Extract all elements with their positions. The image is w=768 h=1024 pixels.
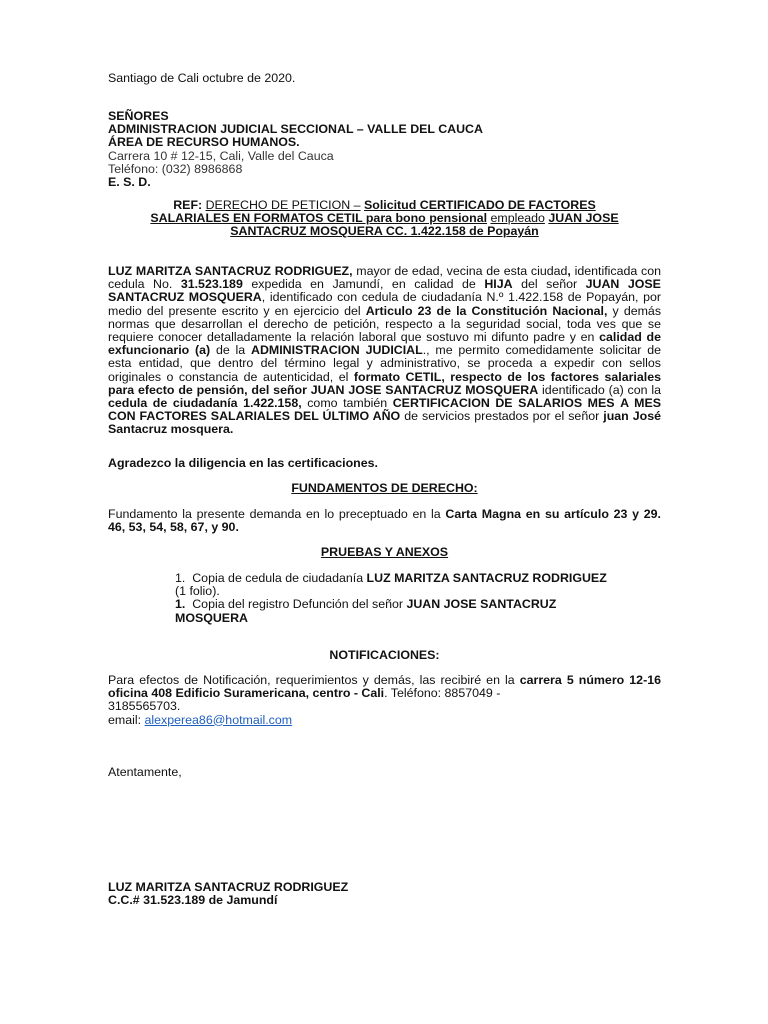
body-father-name: juan José Santacruz mosquera.: [108, 409, 661, 437]
body-id-number: 31.523.189: [180, 277, 243, 292]
list-item-name: MOSQUERA: [175, 610, 248, 625]
addressee-line2: ADMINISTRACION JUDICIAL SECCIONAL – VALLE DEL CAUCA: [108, 122, 483, 137]
body-relation: HIJA: [484, 277, 513, 292]
fundamentos-text: Carta Magna en su artículo: [445, 507, 609, 521]
body-request: A MES CON FACTORES SALARIALES DEL ÚLTIMO AÑO: [108, 396, 661, 424]
addressee-line6: E. S. D.: [108, 175, 151, 190]
fundamentos-heading: FUNDAMENTOS DE DERECHO:: [291, 481, 478, 495]
body-text: como también: [307, 396, 388, 411]
list-item: [175, 598, 661, 624]
signature-id: C.C.# 31.523.189 de Jamundí: [108, 893, 278, 908]
fundamentos-text: 23 y 29: [613, 507, 658, 521]
body-text: identificada con cedula No.: [108, 264, 661, 292]
body-text: ,: [567, 264, 571, 278]
list-item-text: Copia del registro Defunción del señor: [192, 597, 403, 612]
ref-text-6: SANTACRUZ MOSQUERA CC. 1.422.158 de Popayán: [230, 224, 539, 239]
email-link[interactable]: alexperea86@hotmail.com: [144, 712, 293, 727]
notificaciones-text: Para efectos de Notificación, requerimientos y demás, las recibiré en la: [108, 673, 515, 687]
body-request: cedula de ciudadanía 1.422.158,: [108, 396, 302, 411]
ref-label: REF:: [173, 198, 203, 212]
body-text: que sostuvo mi difunto padre y en: [400, 330, 595, 345]
body-text: mayor de edad, vecina de esta ciudad: [356, 264, 568, 278]
ref-text-5: JUAN JOSE: [548, 211, 619, 226]
signature-block: [108, 881, 348, 907]
list-item-number: 1.: [175, 597, 186, 612]
fundamentos-text: Fundamento la presente demanda en lo preceptuado en la: [108, 507, 441, 521]
pruebas-heading: PRUEBAS Y ANEXOS: [320, 545, 449, 559]
body-entity: JUDICIAL: [365, 343, 423, 358]
list-item-name: LUZ MARITZA SANTACRUZ RODRIGUEZ: [366, 571, 607, 585]
body-father-name: JUAN JOSE SANTACRUZ MOSQUERA: [108, 277, 661, 305]
date-line: Santiago de Cali octubre de 2020.: [108, 71, 296, 85]
body-request: formato CETIL, respecto de los factores salariales para efecto de: [108, 369, 661, 397]
addressee-line3: ÁREA DE RECURSO HUMANOS.: [108, 135, 300, 150]
notificaciones-address: 12-16 oficina 408 Edificio Suramericana, centro - Cali: [108, 673, 661, 701]
list-item-text: Copia de cedula de ciudadanía: [192, 571, 364, 585]
body-text: ., me permito comedidamente solicitar de esta entidad, que dentro del término: [108, 343, 662, 371]
fundamentos-paragraph: [108, 508, 661, 534]
reference-block: [108, 199, 661, 239]
addressee-line5: Teléfono: (032) 8986868: [108, 161, 243, 176]
body-constitution: Constitución Nacional,: [471, 303, 608, 318]
pruebas-list: [175, 572, 661, 625]
main-paragraph: [108, 265, 661, 437]
notificaciones-paragraph: [108, 674, 661, 727]
body-text: del: [521, 277, 538, 292]
notificaciones-text: . Teléfono: 8857049 -: [384, 686, 501, 701]
notificaciones-phone: 3185565703.: [108, 699, 181, 714]
body-entity: ADMINISTRACION: [251, 343, 360, 358]
ref-text-3: SALARIALES EN FORMATOS CETIL para bono pensional: [150, 211, 488, 226]
body-text: señor: [568, 409, 600, 424]
ref-text-1: DERECHO DE PETICION –: [205, 198, 361, 212]
notificaciones-address: carrera 5 número: [519, 673, 625, 687]
addressee-block: [108, 110, 668, 189]
email-label: email:: [108, 712, 142, 727]
fundamentos-text: . 46, 53, 54, 58, 67, y 90.: [108, 507, 661, 535]
body-article: Articulo 23 de la: [365, 303, 467, 318]
addressee-line1: SEÑORES: [108, 109, 169, 123]
notificaciones-heading: NOTIFICACIONES:: [329, 648, 440, 662]
ref-text-2: Solicitud CERTIFICADO DE FACTORES: [363, 198, 596, 212]
body-text: y demás normas que desarrollan el derecho de petición, respecto: [108, 303, 662, 331]
list-item: [175, 572, 661, 598]
body-request: pensión, del señor JUAN JOSE SANTACRUZ MOSQUERA: [196, 382, 539, 397]
signature-name: LUZ MARITZA SANTACRUZ RODRIGUEZ: [108, 880, 349, 894]
body-text: de servicios prestados por el: [404, 409, 565, 424]
body-text: a la seguridad social, toda ves que se requiere conocer detalladamente la relación laboral: [108, 316, 661, 345]
ref-text-4: empleado: [490, 211, 545, 226]
list-item-number: 1.: [175, 571, 186, 585]
body-petitioner-name: LUZ MARITZA SANTACRUZ RODRIGUEZ,: [108, 264, 353, 278]
body-role: calidad de exfuncionario (a): [108, 330, 661, 358]
body-text: señor: [546, 277, 578, 292]
closing: Atentamente,: [108, 765, 182, 779]
thanks-paragraph: Agradezco la diligencia en las certificaciones.: [108, 456, 378, 470]
body-text: legal y administrativo, se proceda a expedir con sellos originales o constancia de: [108, 356, 661, 384]
body-text: de la: [215, 343, 246, 358]
addressee-line4: Carrera 10 # 12-15, Cali, Valle del Cauca: [108, 148, 334, 163]
body-text: autenticidad, el: [262, 369, 349, 384]
list-item-text: (1 folio).: [175, 584, 220, 599]
list-item-name: JUAN JOSE SANTACRUZ: [406, 597, 557, 612]
body-text: expedida en Jamundí, en calidad de: [251, 277, 476, 292]
body-text: 1.422.158 de Popayán, por medio del presente escrito y en ejercicio del: [108, 290, 662, 318]
body-request: CERTIFICACION DE SALARIOS MES: [392, 396, 615, 411]
body-text: , identificado con cedula de ciudadanía N.º: [261, 290, 504, 305]
body-text: identificado (a) con la: [542, 382, 662, 397]
